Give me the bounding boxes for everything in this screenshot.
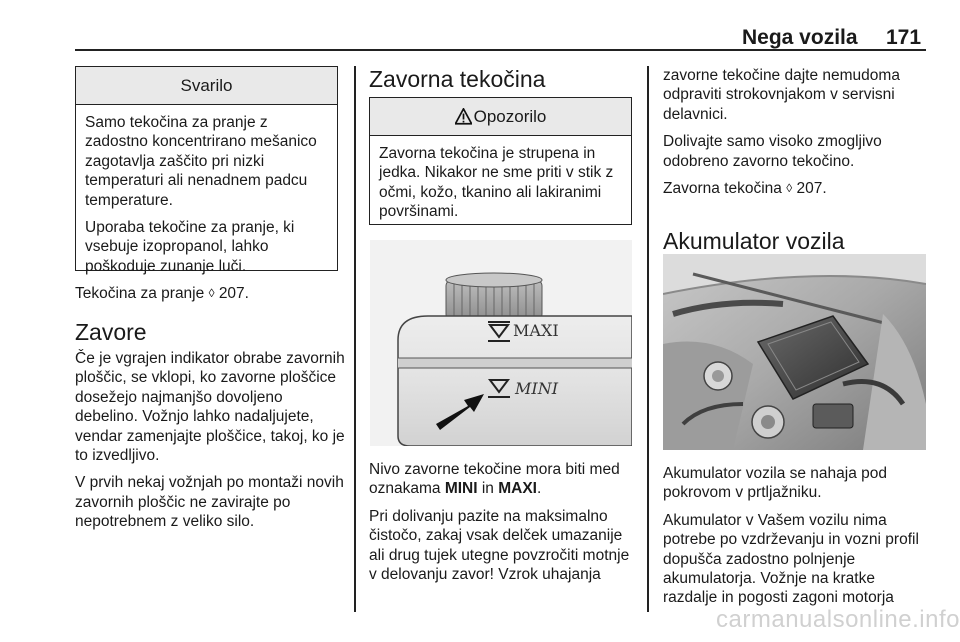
body-paragraph: V prvih nekaj vožnjah po montaži novih zavornih ploščic ne zavirajte po nepotrebnem z veliko silo.: [75, 474, 344, 531]
min-mark-label: MINI: [515, 379, 559, 398]
warning-icon: [455, 101, 472, 138]
page-number: 171: [886, 26, 922, 49]
section-heading-battery: Akumulator vozila: [663, 228, 845, 254]
body-paragraph: Če je vgrajen indikator obrabe zavornih ploščic, se vklopi, ko zavorne ploščice dosežejo najmanjšo dovoljeno debelino. Vožnjo lahko nadaljujete, vendar zamenjajte ploščice, takoj, ko je to izvedljivo.: [75, 350, 345, 465]
section-heading-brakes: Zavore: [75, 319, 147, 345]
header-rule: [75, 49, 926, 51]
cross-reference: [663, 179, 928, 199]
level-paragraph: Nivo zavorne tekočine mora biti med oznakama MINI in MAXI.: [369, 461, 620, 498]
warning-heading-row: [370, 98, 631, 136]
cross-reference: [75, 284, 345, 304]
warning-box: [369, 97, 632, 225]
notice-box: [75, 66, 338, 275]
reference-page: 207.: [218, 285, 249, 302]
notice-paragraph: Samo tekočina za pranje z zadostno koncentrirano mešanico zagotavlja zaščito pri nizki temperaturi ali nenadnem padcu temperature.: [85, 114, 317, 209]
battery-location-photo: [663, 254, 926, 450]
body-paragraph: Akumulator vozila se nahaja pod pokrovom v prtljažniku.: [663, 465, 888, 502]
watermark: carmanualsonline.info: [716, 606, 960, 633]
body-paragraph: Pri dolivanju pazite na maksimalno čistočo, zakaj vsak delček umazanije ali drug tujek utegne povzročiti motnje v delovanju zavor! Vzrok uhajanja: [369, 508, 630, 584]
reference-page: 207.: [796, 180, 827, 198]
notice-heading: Svarilo: [76, 67, 337, 105]
running-header-title: Nega vozila: [742, 26, 858, 49]
max-mark-label: MAXI: [513, 321, 559, 340]
section-heading-brake-fluid: Zavorna tekočina: [369, 66, 546, 92]
max-label-inline: MAXI: [498, 480, 537, 498]
warning-body: Zavorna tekočina je strupena in jedka. Nikakor ne sme priti v stik z očmi, kožo, tkanino ali lakiranimi površinami.: [379, 145, 614, 221]
page-reference-icon: ◊: [786, 181, 793, 196]
brake-fluid-continued: [663, 66, 928, 199]
column-divider-1: [354, 66, 356, 612]
brakes-text: [75, 349, 347, 532]
column-divider-2: [647, 66, 649, 612]
body-paragraph: Akumulator v Vašem vozilu nima potrebe po vzdrževanju in vozni profil dopušča zadostno polnjenje akumulatorja. Vožnje na kratke razdalje in pogosti zagoni motorja: [663, 511, 919, 607]
body-paragraph: Dolivajte samo visoko zmogljivo odobreno zavorno tekočino.: [663, 133, 882, 170]
body-paragraph: zavorne tekočine dajte nemudoma odpraviti strokovnjakom v servisni delavnici.: [663, 67, 900, 123]
reference-text: Tekočina za pranje: [75, 285, 205, 302]
battery-text: [663, 464, 928, 608]
notice-paragraph: Uporaba tekočine za pranje, ki vsebuje izopropanol, lahko poškoduje zunanje luči.: [85, 219, 295, 275]
warning-heading: Opozorilo: [473, 107, 547, 126]
brake-fluid-reservoir-illustration: [370, 240, 632, 446]
min-label-inline: MINI: [444, 480, 478, 498]
page-reference-icon: ◊: [208, 286, 215, 300]
reference-text: Zavorna tekočina: [663, 180, 782, 198]
